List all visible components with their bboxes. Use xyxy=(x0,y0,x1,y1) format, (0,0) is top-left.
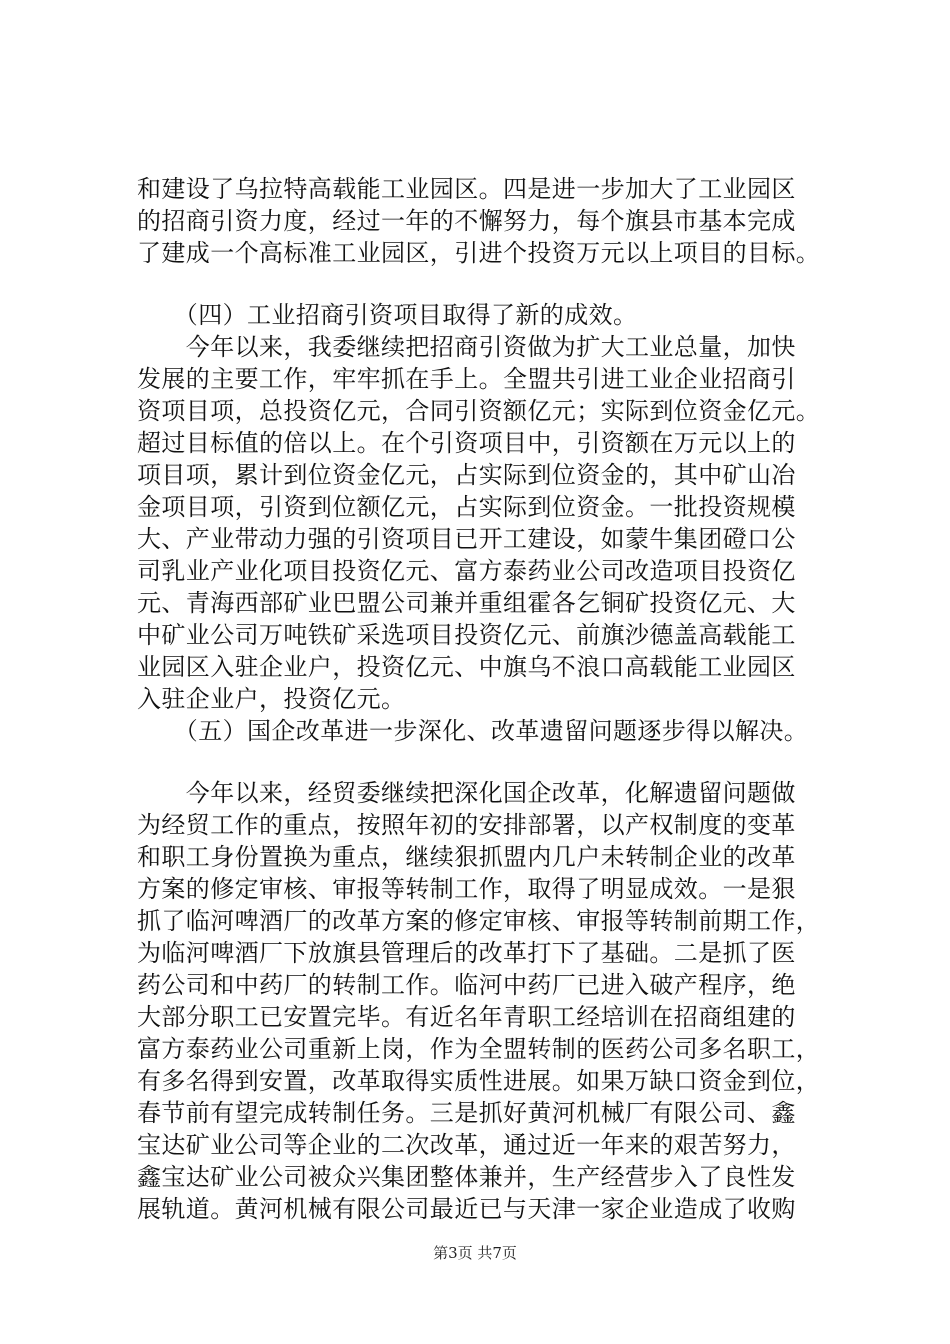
section-heading-5: （五）国企改革进一步深化、改革遗留问题逐步得以解决。 xyxy=(137,717,809,745)
text-line: 药公司和中药厂的转制工作。临河中药厂已进入破产程序，绝 xyxy=(137,971,796,999)
text-line: 大部分职工已安置完毕。有近名年青职工经培训在招商组建的 xyxy=(137,1003,796,1031)
text-line: 项目项，累计到位资金亿元，占实际到位资金的，其中矿山冶 xyxy=(137,461,796,489)
text-line: 超过目标值的倍以上。在个引资项目中，引资额在万元以上的 xyxy=(137,429,796,457)
text-line: 鑫宝达矿业公司被众兴集团整体兼并，生产经营步入了良性发 xyxy=(137,1163,796,1191)
page-footer: 第3页 共7页 xyxy=(433,1244,517,1262)
text-line: 富方泰药业公司重新上岗，作为全盟转制的医药公司多名职工， xyxy=(137,1035,821,1063)
text-line: 大、产业带动力强的引资项目已开工建设，如蒙牛集团磴口公 xyxy=(137,525,796,553)
text-line: 元、青海西部矿业巴盟公司兼并重组霍各乞铜矿投资亿元、大 xyxy=(137,589,796,617)
text-line: 入驻企业户，投资亿元。 xyxy=(137,685,406,713)
paragraph-gap xyxy=(137,269,857,299)
text-line: 抓了临河啤酒厂的改革方案的修定审核、审报等转制前期工作， xyxy=(137,907,821,935)
text-line: 今年以来，经贸委继续把深化国企改革，化解遗留问题做 xyxy=(137,779,796,807)
text-line: 资项目项，总投资亿元，合同引资额亿元；实际到位资金亿元。 xyxy=(137,397,821,425)
text-line: 和职工身份置换为重点，继续狠抓盟内几户未转制企业的改革 xyxy=(137,843,796,871)
text-line: 发展的主要工作，牢牢抓在手上。全盟共引进工业企业招商引 xyxy=(137,365,796,393)
text-line: 金项目项，引资到位额亿元，占实际到位资金。一批投资规模 xyxy=(137,493,796,521)
text-line: 和建设了乌拉特高载能工业园区。四是进一步加大了工业园区 xyxy=(137,175,796,203)
text-line: 了建成一个高标准工业园区，引进个投资万元以上项目的目标。 xyxy=(137,239,821,267)
text-line: 有多名得到安置，改革取得实质性进展。如果万缺口资金到位， xyxy=(137,1067,821,1095)
paragraph-gap xyxy=(137,747,857,777)
text-line: 宝达矿业公司等企业的二次改革，通过近一年来的艰苦努力， xyxy=(137,1131,796,1159)
section-heading-4: （四）工业招商引资项目取得了新的成效。 xyxy=(137,301,638,329)
text-line: 中矿业公司万吨铁矿采选项目投资亿元、前旗沙德盖高载能工 xyxy=(137,621,796,649)
text-line: 今年以来，我委继续把招商引资做为扩大工业总量，加快 xyxy=(137,333,796,361)
text-line: 司乳业产业化项目投资亿元、富方泰药业公司改造项目投资亿 xyxy=(137,557,796,585)
text-line: 春节前有望完成转制任务。三是抓好黄河机械厂有限公司、鑫 xyxy=(137,1099,796,1127)
document-body xyxy=(137,173,857,1225)
text-line: 业园区入驻企业户，投资亿元、中旗乌不浪口高载能工业园区 xyxy=(137,653,796,681)
text-line: 为经贸工作的重点，按照年初的安排部署，以产权制度的变革 xyxy=(137,811,796,839)
text-line: 为临河啤酒厂下放旗县管理后的改革打下了基础。二是抓了医 xyxy=(137,939,796,967)
text-line: 方案的修定审核、审报等转制工作，取得了明显成效。一是狠 xyxy=(137,875,796,903)
text-line: 展轨道。黄河机械有限公司最近已与天津一家企业造成了收购 xyxy=(137,1195,796,1223)
text-line: 的招商引资力度，经过一年的不懈努力，每个旗县市基本完成 xyxy=(137,207,796,235)
